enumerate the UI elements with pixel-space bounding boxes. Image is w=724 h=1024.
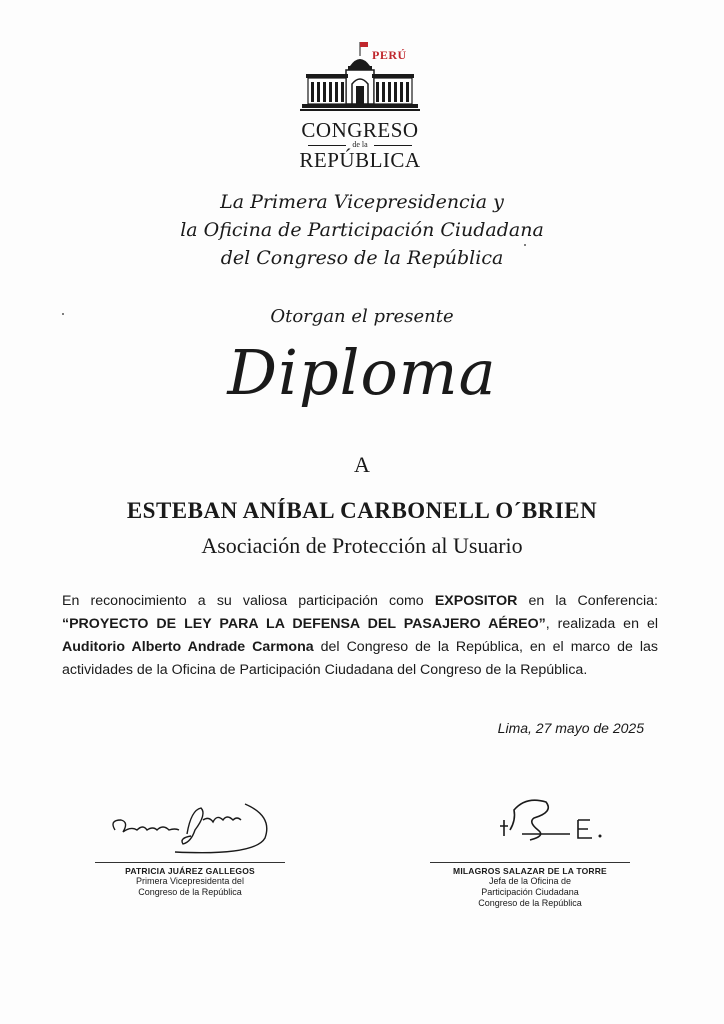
signature-block-right: [430, 790, 630, 909]
signature-right-icon: [430, 790, 630, 862]
signature-line-right: [430, 862, 630, 863]
intro-text: Otorgan el presente: [270, 306, 454, 327]
signatory-title-left-2: Congreso de la República: [138, 887, 242, 897]
signature-left-icon: [95, 790, 285, 862]
paragraph-line-4: actividades de la Oficina de Participación Ciudadana del Congreso de la República.: [62, 662, 588, 678]
role-expositor: EXPOSITOR: [434, 593, 518, 609]
recipient-name: ESTEBAN ANÍBAL CARBONELL O´BRIEN: [126, 498, 598, 523]
logo-rule-right: [374, 145, 412, 146]
issuer-line-2: la Oficina de Participación Ciudadana: [180, 219, 544, 241]
logo-congreso-text: CONGRESO: [301, 118, 419, 142]
conference-title: “PROYECTO DE LEY PARA LA DEFENSA DEL PASAJERO AÉREO”: [62, 616, 546, 632]
signatory-title-right-2: Participación Ciudadana: [481, 887, 579, 897]
scan-speck: [62, 313, 64, 315]
signatory-title-right-1: Jefa de la Oficina de: [488, 876, 572, 886]
signature-block-left: [95, 790, 285, 898]
diploma-title: Diploma: [227, 336, 497, 409]
paragraph-line-3: Auditorio Alberto Andrade Carmona del Congreso de la República, en el marco de las: [62, 639, 658, 655]
recognition-paragraph: [62, 590, 658, 682]
recipient-organization: Asociación de Protección al Usuario: [201, 533, 523, 558]
to-label: A: [354, 452, 370, 477]
logo-country: PERÚ: [372, 48, 407, 62]
venue-name: Auditorio Alberto Andrade Carmona: [62, 639, 314, 655]
logo-republica-text: REPÚBLICA: [299, 148, 421, 172]
signature-line-left: [95, 862, 285, 863]
signatory-title-right-3: Congreso de la República: [478, 898, 582, 908]
signatory-name-left: PATRICIA JUÁREZ GALLEGOS: [125, 866, 255, 876]
place-date: Lima, 27 mayo de 2025: [497, 720, 644, 736]
issuer-block: [0, 188, 724, 272]
issuer-line-3: del Congreso de la República: [220, 247, 504, 269]
paragraph-line-1: En reconocimiento a su valiosa participación como EXPOSITOR en la Conferencia:: [62, 593, 658, 609]
logo-de-la-text: de la: [352, 140, 368, 149]
scan-speck: [524, 244, 526, 246]
paragraph-line-2: “PROYECTO DE LEY PARA LA DEFENSA DEL PASAJERO AÉREO”, realizada en el: [62, 616, 658, 632]
signatory-name-right: MILAGROS SALAZAR DE LA TORRE: [453, 866, 607, 876]
congreso-logo: [290, 40, 430, 175]
issuer-line-1: La Primera Vicepresidencia y: [220, 191, 504, 213]
signatory-title-left-1: Primera Vicepresidenta del: [136, 876, 244, 886]
